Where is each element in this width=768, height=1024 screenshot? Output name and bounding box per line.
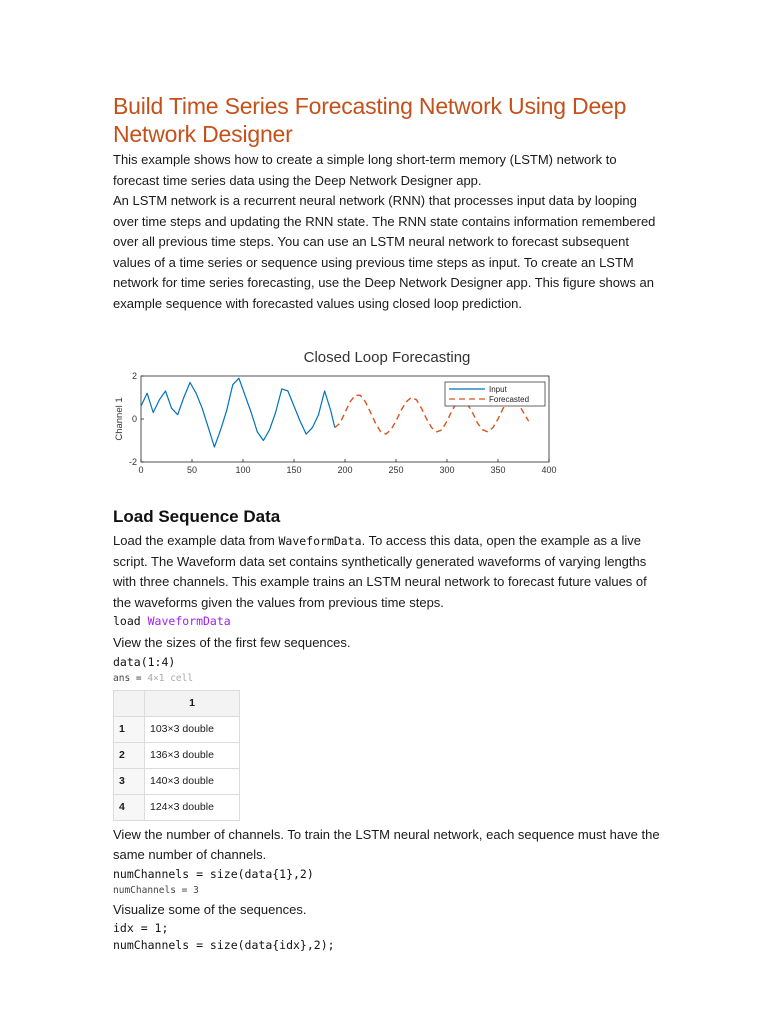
- row-index: 1: [114, 716, 145, 742]
- row-value: 136×3 double: [145, 742, 240, 768]
- legend-label: Forecasted: [489, 395, 530, 404]
- numchannels-output: numChannels = 3: [113, 884, 199, 896]
- x-tick-label: 100: [235, 465, 251, 475]
- legend-label: Input: [489, 385, 507, 394]
- row-value: 103×3 double: [145, 716, 240, 742]
- section-heading-load: Load Sequence Data: [113, 507, 281, 526]
- chart-title: Closed Loop Forecasting: [303, 349, 471, 366]
- y-tick-label: -2: [128, 457, 137, 467]
- row-index: 4: [114, 794, 145, 820]
- intro-paragraph-2: An LSTM network is a recurrent neural network (RNN) that processes input data by looping over time steps and updating the RNN state. The RNN state contains information remembered over all previous time steps. You can use an LSTM neural network to forecast subsequent values of a time series or sequence using previous time steps as input. To create an LSTM network for time series forecasting, use the Deep Network Designer app. This figure shows an example sequence with forecasted values using closed loop prediction.: [113, 193, 656, 311]
- closed-loop-figure: [113, 332, 661, 494]
- ans-label: ans =: [113, 672, 148, 684]
- x-tick-label: 150: [286, 465, 302, 475]
- visualize-text: Visualize some of the sequences.: [113, 901, 307, 917]
- table-row: [114, 716, 240, 742]
- table-header-row: [114, 690, 240, 716]
- x-tick-label: 400: [541, 465, 557, 475]
- document-page: [113, 92, 661, 954]
- x-tick-label: 0: [138, 465, 144, 475]
- code-idx: idx = 1;: [113, 921, 169, 935]
- table-column-header: 1: [145, 690, 240, 716]
- row-value: 140×3 double: [145, 768, 240, 794]
- inline-code-waveformdata: WaveformData: [278, 534, 362, 548]
- ans-output: [113, 671, 661, 686]
- code-data: data(1:4): [113, 654, 176, 669]
- ans-type: 4×1 cell: [147, 672, 194, 684]
- load-text-a: Load the example data from: [113, 533, 279, 548]
- row-index: 3: [114, 768, 145, 794]
- y-axis-label: Channel 1: [114, 397, 125, 441]
- page-title: Build Time Series Forecasting Network Using Deep Network Designer: [113, 93, 627, 147]
- x-tick-label: 250: [388, 465, 404, 475]
- code-numchannels-2: numChannels = size(data{idx},2);: [113, 938, 335, 952]
- x-tick-label: 50: [186, 465, 198, 475]
- row-index: 2: [114, 742, 145, 768]
- table-row: [114, 794, 240, 820]
- table-row: [114, 768, 240, 794]
- row-value: 124×3 double: [145, 794, 240, 820]
- table-row: [114, 742, 240, 768]
- view-sizes-text: View the sizes of the first few sequences.: [113, 635, 351, 650]
- code-load: [113, 613, 661, 630]
- closed-loop-chart: [113, 366, 661, 498]
- code-load-keyword: load: [113, 614, 148, 628]
- x-tick-label: 300: [439, 465, 455, 475]
- x-tick-label: 350: [490, 465, 506, 475]
- x-tick-label: 200: [337, 465, 353, 475]
- view-channels-text: View the number of channels. To train the LSTM neural network, each sequence must have the same number of channels.: [113, 826, 660, 862]
- y-tick-label: 0: [131, 414, 137, 424]
- load-paragraph: [113, 531, 661, 613]
- y-tick-label: 2: [131, 371, 137, 381]
- ans-table: [113, 690, 240, 821]
- load-text-b: . To access this data, open the example as a live script. The Waveform data set contains synthetically generated waveforms of varying lengths with three channels. This example trains an LSTM neural network to forecast future values of the waveforms given the values from previous time steps.: [113, 533, 647, 610]
- code-numchannels: numChannels = size(data{1},2): [113, 866, 314, 881]
- intro-paragraph-1: This example shows how to create a simple long short-term memory (LSTM) network to forecast time series data using the Deep Network Designer app.: [113, 152, 617, 188]
- table-corner: [114, 690, 145, 716]
- code-load-arg: WaveformData: [147, 614, 231, 628]
